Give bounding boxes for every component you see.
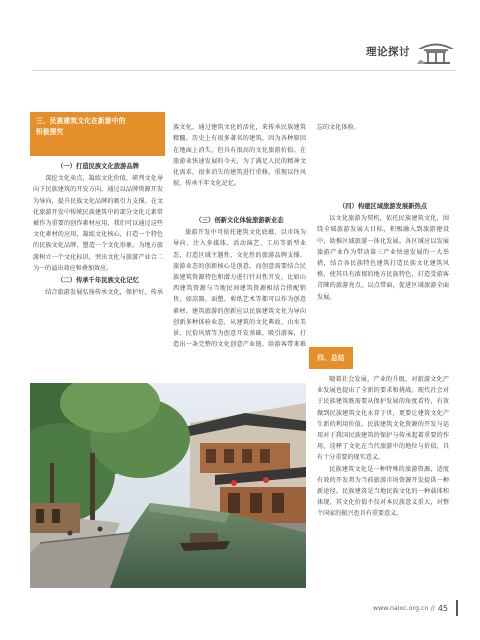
footer-url: www.naioc.org.cn bbox=[372, 605, 429, 612]
subheading-innovation: （三）创新文化体验旅游新业态 bbox=[195, 217, 284, 224]
paragraph-memory: 结合旅游发展弘扬传承文化，保护好、传承 bbox=[45, 289, 163, 297]
page-header bbox=[366, 38, 456, 64]
footer-separator: // bbox=[430, 605, 435, 612]
column-3-lower bbox=[317, 374, 449, 520]
section-3-title-line-1: 三、民族建筑文化在新游中的 bbox=[36, 117, 126, 125]
section-3-title-banner bbox=[30, 112, 165, 156]
canal-town-photo bbox=[30, 383, 306, 588]
paragraph-brand: 深挖文化卖点，凝练文化价值，研判文化导向下民族建筑的开发方向。通过以品牌资源开发为导向，提升民族文化品牌的吸引力支撑。在文化旅游开发中传统民族建筑中的部分文化元素常被作为重要的创作素材应用，我们可以通过这些文化素材的应用，凝练文化核心，打造一个特色的民族文化品牌，塑造一个文化形象。为地方旅游树立一个文化标识，突出文化与旅游产业合二为一的溢出效应和叠加效应。 bbox=[33, 175, 163, 272]
subheading-brand: （一）打造民族文化旅游品牌 bbox=[57, 163, 139, 170]
footer-bar bbox=[456, 600, 458, 616]
section-4-title: 四、总结 bbox=[317, 353, 345, 362]
subheading-hotspot: （四）构建区域旅游发展新热点 bbox=[338, 203, 428, 210]
column-3 bbox=[317, 122, 449, 303]
section-3-title-line-2: 积极探究 bbox=[36, 128, 64, 136]
pavilion-icon bbox=[416, 38, 456, 64]
paragraph-summary-1: 随着社会发展，产业的升级，对旅游文化产业发展也提出了全新的要求和挑战。现代社会对于民族建筑既需要从保护发展的角度看待，有效做到民族建筑文化永存于世，更要让建筑文化产生新的利用价值。民族建筑文化资源的开发与运用对于我国民族建筑的保护与传承起着重要的作用，诠释了文化在当代旅游中的地位与价值，具有十分重要的现实意义。 bbox=[317, 376, 449, 462]
header-divider bbox=[32, 70, 456, 71]
column-1 bbox=[33, 160, 163, 298]
paragraph-innovation bbox=[173, 227, 306, 351]
column-2 bbox=[173, 122, 306, 351]
paragraph-summary-2: 民族建筑文化是一种特殊的旅游资源，适度有效的开发将为当前旅游市场资源开发提供一种新途径。民族建筑是当地民族文化的一种载体和体现，其文化价值不仅对本民族意义重大，对整个国家的振兴也具有重要意义。 bbox=[317, 465, 449, 518]
paragraph-hotspot: 以文化旅游为契机，依托民族建筑文化，围绕全域旅游发展大目标，积极融入到旅游建设中，助推区域旅游一体化发展。各区域应以发展旅游产业作为带动第三产业快速发展的一大举措，结合各民族特色建筑打造民族文化建筑风格，使其具有浓郁的地方民族特色，打造受游客青睐的旅游亮点，以点带面，促进区域旅游全面发展。 bbox=[317, 215, 449, 301]
paragraph-innovation-cont bbox=[317, 122, 449, 200]
page-footer bbox=[373, 604, 448, 613]
paragraph-memory-overflow: 族文化，通过建筑文化的活化，来传承民族建筑精髓。历史上有很多著名的建筑，因为各种原因在地面上消失，但具有很高的文化旅游价值。在旅游业快速发展的今天，为了满足人民的精神文化需求，很多消失的建筑进行重修，重现以往风貌，传承千年文化记忆。 bbox=[173, 124, 306, 188]
paragraph-memory-cont bbox=[173, 122, 306, 214]
page-number: 45 bbox=[437, 604, 448, 613]
section-header-title: 理论探讨 bbox=[366, 45, 410, 58]
paragraph-innovation-overflow: 忘的文化体验。 bbox=[317, 124, 360, 132]
paragraph-innovation-text: 旅游开发中可依托建筑文化底蕴，以市场为导向，注入多媒体、活动演艺、工坊等新型业态，打造区域主题性、文化性的旅游品牌支撑。旅游业态的创新核心是创意，而创意需要结合民族建筑资源特色和潜力进行针对性开发，比如山西建筑资源与当地民间建筑资源相结合搭配销售，如凉器、面塑、剪纸艺术等都可以作为创意素材。建筑旅游的创新应以民族建筑文化为导向创新多种体验业态，从建筑的文化典故、山水美景、民俗风情等为创意开发基础，吸引游客，打造出一条完整的文化创意产业链，给游客带来难 bbox=[173, 229, 306, 349]
subheading-memory: （二）传承千年民族文化记忆 bbox=[57, 277, 139, 285]
section-4-title-banner bbox=[309, 347, 353, 369]
paragraph-memory-start bbox=[33, 287, 163, 298]
